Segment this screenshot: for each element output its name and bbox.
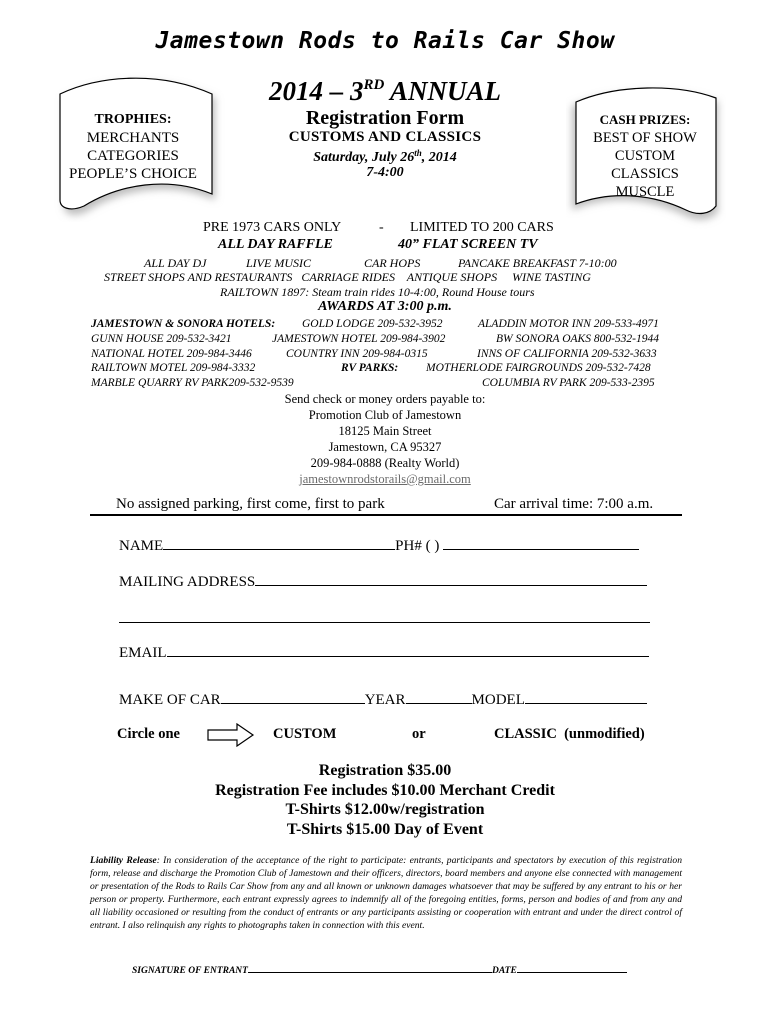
contact-email-link[interactable]: jamestownrodstorails@gmail.com [299,472,471,486]
cash-prizes-item: CUSTOM [614,148,676,164]
hotel-entry: RAILTOWN MOTEL 209-984-3332 [91,362,256,374]
hotel-entry: INNS OF CALIFORNIA 209-532-3633 [477,348,657,360]
circle-one-label: Circle one [117,726,180,742]
make-label: MAKE OF CAR [119,692,221,708]
trophies-item: CATEGORIES [87,148,179,164]
activities-row-2: STREET SHOPS AND RESTAURANTS CARRIAGE RIDES ANTIQUE SHOPS WINE TASTING [104,270,591,284]
cash-prizes-item: MUSCLE [615,184,675,200]
cash-prizes-banner [580,111,710,201]
customs-classics-heading: CUSTOMS AND CLASSICS [288,129,482,145]
liability-label: Liability Release [90,855,157,866]
mailing-label: MAILING ADDRESS [119,574,256,590]
fee-line: T-Shirts $15.00 Day of Event [286,820,484,838]
payment-line: Promotion Club of Jamestown [308,408,462,422]
annual-sup: RD [363,77,385,93]
payment-line: Send check or money orders payable to: [284,392,486,406]
hotel-entry: COLUMBIA RV PARK 209-533-2395 [482,377,655,389]
hotel-entry: GUNN HOUSE 209-532-3421 [91,333,232,345]
payment-line: 18125 Main Street [338,424,432,438]
name-input-line[interactable] [163,536,395,550]
fee-line: Registration $35.00 [318,762,452,779]
phone-label: PH# ( ) [395,538,440,554]
date-prefix: Saturday, July 26 [313,150,415,165]
email-input-line[interactable] [167,643,649,657]
divider [90,514,682,516]
cash-prizes-item: BEST OF SHOW [593,130,697,146]
hotel-entry: GOLD LODGE 209-532-3952 [302,318,443,330]
year-input-line[interactable] [406,690,472,704]
name-label: NAME [119,538,164,554]
trophies-heading: TROPHIES: [94,112,172,127]
arrow-right-icon [207,723,255,747]
hotel-entry: JAMESTOWN HOTEL 209-984-3902 [272,333,446,345]
hotel-entry: NATIONAL HOTEL 209-984-3446 [91,348,252,360]
limited-text: LIMITED TO 200 CARS [410,220,554,235]
hotel-entry: COUNTRY INN 209-984-0315 [286,348,428,360]
tv-text: 40” FLAT SCREEN TV [398,237,538,252]
payment-line: 209-984-0888 (Realty World) [310,456,460,470]
awards-text: AWARDS AT 3:00 p.m. [318,299,452,314]
payment-line: Jamestown, CA 95327 [328,440,442,454]
event-time: 7-4:00 [366,165,404,180]
year-label: YEAR [364,692,406,708]
parking-text: No assigned parking, first come, first to park [116,496,385,512]
payment-block [0,391,770,487]
date-sup: th [414,148,422,158]
arrival-text: Car arrival time: 7:00 a.m. [494,496,654,512]
activity-item: PANCAKE BREAKFAST 7-10:00 [458,256,617,270]
fee-line: Registration Fee includes $10.00 Merchant Credit [215,781,555,799]
separator-dash: - [379,220,384,235]
signature-label: SIGNATURE OF ENTRANT [132,966,248,976]
car-details-field[interactable] [119,690,647,709]
date-label: DATE [491,966,517,976]
trophies-banner [58,111,208,183]
mailing-address-field[interactable] [119,572,647,591]
signature-line[interactable] [248,963,492,973]
registration-form-heading: Registration Form [305,107,465,129]
cash-prizes-item: CLASSICS [611,166,679,182]
hotel-entry: MOTHERLODE FAIRGROUNDS 209-532-7428 [426,362,651,374]
email-label: EMAIL [119,645,167,661]
email-field[interactable] [119,643,649,662]
model-label: MODEL [471,692,525,708]
page-title: Jamestown Rods to Rails Car Show [155,28,615,54]
activity-item: ALL DAY DJ [144,256,207,270]
hotel-entry: ALADDIN MOTOR INN 209-533-4971 [478,318,659,330]
mailing-input-line[interactable] [255,572,647,586]
name-field[interactable] [119,536,639,555]
trophies-item: MERCHANTS [86,130,180,146]
liability-text: : In consideration of the acceptance of the right to participate: entrants, participants and spectators by execution of this registration form, release and discharge the Promotion Club of Jamestown and their officers, directors, board members and anyone else connected with management or presentation of the Rods to Rails Car Show from any and all known or unknown damages whatsoever that may be suffered by any entrant to his or her person or property. Furthermore, each entrant expressly agrees to indemnify all of the foregoing entities, forms, person and bodies of and from any and all liability occasioned or resulting from the conduct of entrants or any participants assisting or cooperation with entrant and under the direct control of entrant. I also relinquish any rights to photographs taken in connection with this event. [90,855,683,932]
model-input-line[interactable] [525,690,647,704]
date-line[interactable] [517,963,627,973]
rv-parks-label: RV PARKS: [341,362,399,374]
mailing-second-line[interactable] [119,622,650,623]
signature-row[interactable] [132,963,627,976]
fees-block [0,761,770,839]
date-suffix: , 2014 [421,150,457,165]
hotel-entry: MARBLE QUARRY RV PARK209-532-9539 [91,377,294,389]
activity-item: LIVE MUSIC [246,256,311,270]
hotel-entry: BW SONORA OAKS 800-532-1944 [496,333,660,345]
pre1973-text: PRE 1973 CARS ONLY [203,220,342,235]
circle-or: or [412,726,426,742]
liability-release [90,854,682,933]
annual-word: ANNUAL [390,76,502,106]
make-input-line[interactable] [221,690,365,704]
railtown-text: RAILTOWN 1897: Steam train rides 10-4:00, Round House tours [220,285,535,299]
phone-input-line[interactable] [443,536,639,550]
option-custom[interactable]: CUSTOM [273,726,337,742]
annual-year: 2014 – 3 [268,76,364,106]
raffle-text: ALL DAY RAFFLE [218,237,333,252]
option-classic[interactable]: CLASSIC (unmodified) [494,726,645,742]
trophies-item: PEOPLE’S CHOICE [69,166,197,182]
hotels-label [91,318,275,330]
fee-line: T-Shirts $12.00w/registration [285,801,485,818]
cash-prizes-heading: CASH PRIZES: [599,112,691,127]
hotels-label-text: JAMESTOWN & SONORA HOTELS: [91,318,276,330]
activity-item: CAR HOPS [364,256,421,270]
